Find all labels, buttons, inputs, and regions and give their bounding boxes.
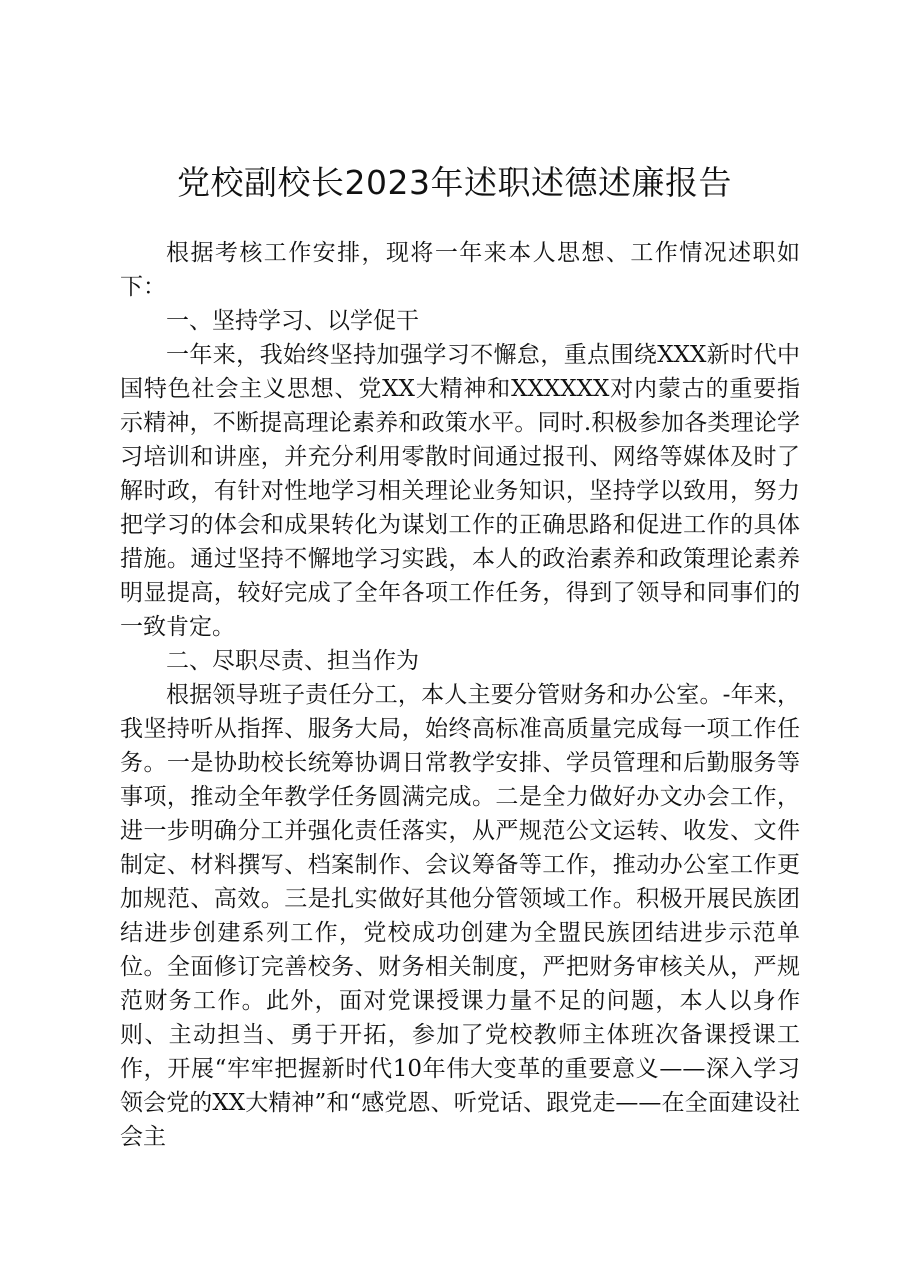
section-heading-2: 二、尽职尽责、担当作为: [166, 648, 419, 674]
section-paragraph-1: 一年来，我始终坚持加强学习不懈怠，重点围绕XXX新时代中国特色社会主义思想、党XX大精神和XXXXXX对内蒙古的重要指示精神，不断提高理论素养和政策水平。同时.积极参加各类理论学习培训和讲座，并充分利用零散时间通过报刊、网络等媒体及时了解时政，有针对性地学习相关理论业务知识，坚持学以致用，努力把学习的体会和成果转化为谋划工作的正确思路和促进工作的具体措施。通过坚持不懈地学习实践，本人的政治素养和政策理论素养明显提高，较好完成了全年各项工作任务，得到了领导和同事们的一致肯定。: [120, 342, 800, 640]
intro-paragraph: 根据考核工作安排，现将一年来本人思想、工作情况述职如下：: [120, 240, 800, 300]
document-body: [120, 236, 800, 1154]
section-heading-1: 一、坚持学习、以学促干: [166, 308, 419, 334]
document-title: 党校副校长2023年述职述德述廉报告: [177, 163, 732, 202]
section-paragraph-2: 根据领导班子责任分工，本人主要分管财务和办公室。-年来，我坚持听从指挥、服务大局，始终高标准高质量完成每一项工作任务。一是协助校长统筹协调日常教学安排、学员管理和后勤服务等事项，推动全年教学任务圆满完成。二是全力做好办文办会工作，进一步明确分工并强化责任落实，从严规范公文运转、收发、文件制定、材料撰写、档案制作、会议筹备等工作，推动办公室工作更加规范、高效。三是扎实做好其他分管领域工作。积极开展民族团结进步创建系列工作，党校成功创建为全盟民族团结进步示范单位。全面修订完善校务、财务相关制度，严把财务审核关从，严规范财务工作。此外，面对党课授课力量不足的问题，本人以身作则、主动担当、勇于开拓，参加了党校教师主体班次备课授课工作，开展“牢牢把握新时代10年伟大变革的重要意义——深入学习领会党的XX大精神”和“感党恩、听党话、跟党走——在全面建设社会主: [120, 682, 800, 1150]
